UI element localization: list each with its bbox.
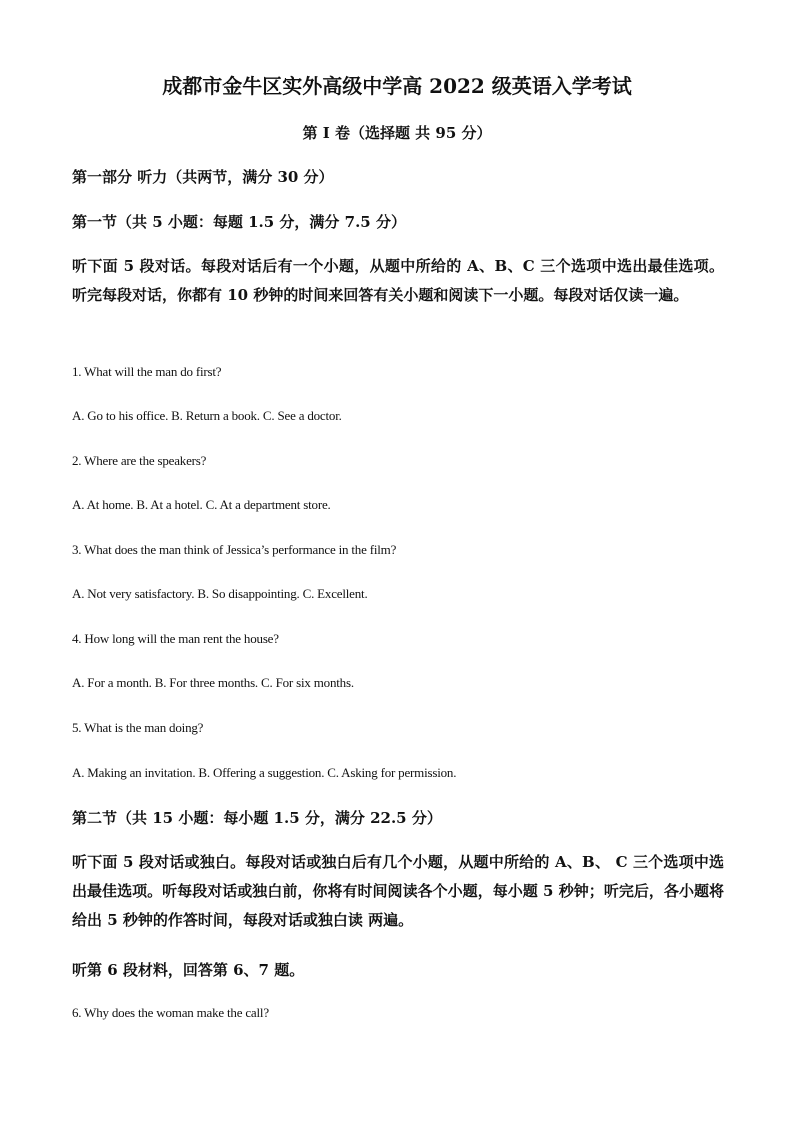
section1-heading: 第一节（共 5 小题：每题 1.5 分，满分 7.5 分）: [72, 213, 406, 231]
question-5-stem: 5. What is the man doing?: [72, 720, 204, 735]
question-5-options: A. Making an invitation. B. Offering a suggestion. C. Asking for permission.: [72, 765, 457, 780]
question-1-options: A. Go to his office. B. Return a book. C. See a doctor.: [72, 408, 342, 423]
question-4-stem: 4. How long will the man rent the house?: [72, 631, 279, 646]
part1-heading: 第一部分 听力（共两节，满分 30 分）: [72, 168, 334, 186]
question-2-options: A. At home. B. At a hotel. C. At a department store.: [72, 497, 331, 512]
question-4-options: A. For a month. B. For three months. C. For six months.: [72, 675, 354, 690]
question-2-stem: 2. Where are the speakers?: [72, 453, 207, 468]
question-1-stem: 1. What will the man do first?: [72, 364, 222, 379]
question-3-options: A. Not very satisfactory. B. So disappointing. C. Excellent.: [72, 586, 368, 601]
section2-heading: 第二节（共 15 小题：每小题 1.5 分，满分 22.5 分）: [72, 809, 442, 827]
question-3-stem: 3. What does the man think of Jessica’s performance in the film?: [72, 542, 397, 557]
section1-instructions: 听下面 5 段对话。每段对话后有一个小题，从题中所给的 A、B、C 三个选项中选出最佳选项。听完每段对话，你都有 10 秒钟的时间来回答有关小题和阅读下一小题。每段对话仅读一遍。: [72, 257, 724, 304]
material-note: 听第 6 段材料，回答第 6、7 题。: [72, 961, 305, 979]
question-6-stem: 6. Why does the woman make the call?: [72, 1005, 269, 1020]
paper-heading: 第 I 卷（选择题 共 95 分）: [302, 124, 492, 142]
section2-instructions: 听下面 5 段对话或独白。每段对话或独白后有几个小题，从题中所给的 A、B、 C 三个选项中选出最佳选项。听每段对话或独白前，你将有时间阅读各个小题，每小题 5 秒钟；听完后，各小题将给出 5 秒钟的作答时间，每段对话或独白读 两遍。: [72, 853, 724, 929]
exam-title: 成都市金牛区实外高级中学高 2022 级英语入学考试: [162, 74, 632, 98]
